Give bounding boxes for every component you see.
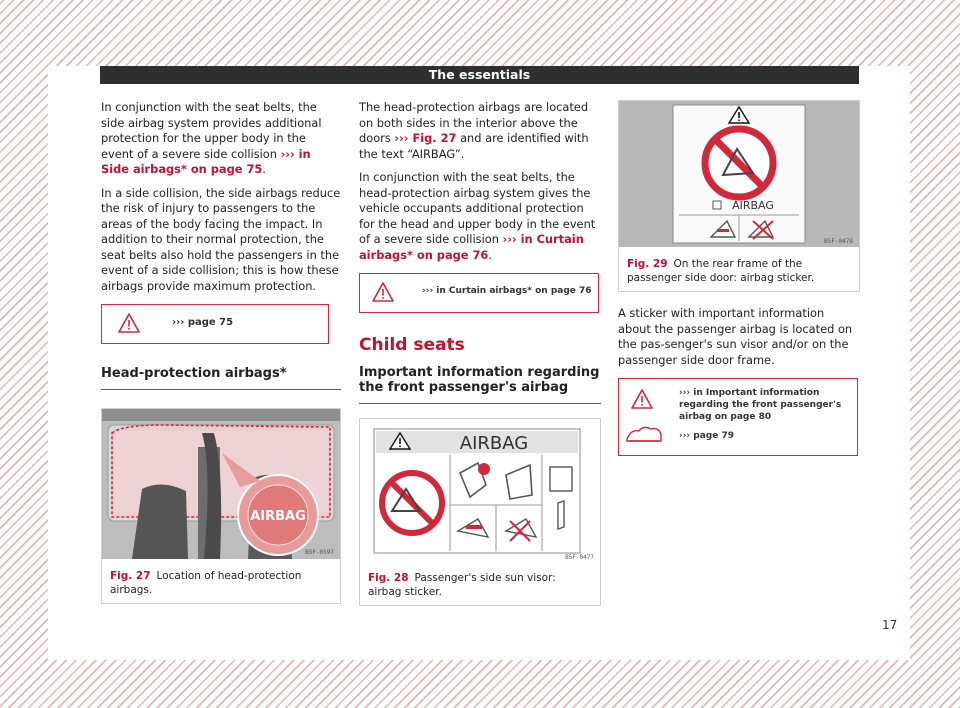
figure-caption: Fig. 27 Location of head-protection airbags. <box>110 570 302 596</box>
figure-number: Fig. 28 <box>368 572 409 584</box>
column-3 <box>618 100 860 456</box>
figure-code: B5F-0597 <box>305 549 334 556</box>
warning-triangle-icon <box>118 313 140 333</box>
figure-caption: Fig. 28 Passenger's side sun visor: airbag sticker. <box>368 572 556 598</box>
paragraph: In conjunction with the seat belts, the head-protection airbag system gives the vehicle occupants additional protection for the head and upper body in the event of a severe side collision ››› in Curtain airbags* on page 76. <box>359 170 596 262</box>
paragraph: In conjunction with the seat belts, the side airbag system provides additional protection for the upper body in the event of a severe side collision ››› in Side airbags* on page 75. <box>101 100 322 176</box>
warning-box <box>101 304 329 344</box>
column-2 <box>359 100 601 606</box>
environment-note-icon <box>625 423 663 445</box>
cross-reference-link[interactable]: ››› in Curtain airbags* on page 76 <box>359 232 584 262</box>
paragraph: In a side collision, the side airbags reduce the risk of injury to passengers to the areas of the body facing the impact. In addition to their normal protection, the seat belts also hold the passengers in the event of a side collision; this is how these airbags provide maximum protection. <box>101 185 341 293</box>
warning-link[interactable]: ››› page 75 <box>172 317 234 328</box>
section-subheading: Important information regarding the front passenger's airbag <box>359 365 601 404</box>
column-1 <box>101 100 341 604</box>
sun-visor-sticker-illustration <box>360 419 600 561</box>
warning-link[interactable]: ››› in Important information regarding the front passenger's airbag on page 80 <box>679 388 842 422</box>
warning-triangle-icon <box>631 389 653 409</box>
sticker-title: AIRBAG <box>459 433 529 454</box>
warning-box <box>359 273 599 313</box>
section-title: Child seats <box>359 335 465 355</box>
paragraph: The head-protection airbags are located on both sides in the interior above the doors ››› Fig. 27 and are identified with the text “AIRBAG”. <box>359 100 589 161</box>
figure-caption: Fig. 29 On the rear frame of the passenger side door: airbag sticker. <box>627 258 815 284</box>
cross-reference-link[interactable]: ››› in Side airbags* on page 75 <box>101 146 311 176</box>
warning-box <box>618 378 858 456</box>
figure-reference-link[interactable]: ››› Fig. 27 <box>394 131 457 145</box>
sticker-title: AIRBAG <box>732 199 774 212</box>
section-heading: Head-protection airbags* <box>101 366 341 390</box>
figure-number: Fig. 29 <box>627 258 668 270</box>
figure-code: B5F-0478 <box>824 238 853 245</box>
paragraph: A sticker with important information about the passenger airbag is located on the pas-senger's sun visor and/or on the passenger side door frame. <box>618 306 853 367</box>
door-frame-sticker-illustration <box>619 101 859 247</box>
warning-triangle-icon <box>372 282 394 302</box>
warning-link[interactable]: ››› page 79 <box>679 431 734 441</box>
figure-code: B5F-0477 <box>565 554 594 561</box>
warning-link[interactable]: ››› in Curtain airbags* on page 76 <box>422 286 592 296</box>
airbag-label: AIRBAG <box>250 509 306 524</box>
figure-27 <box>101 408 341 604</box>
page-number: 17 <box>882 618 898 632</box>
figure-28 <box>359 418 601 606</box>
figure-number: Fig. 27 <box>110 570 151 582</box>
page-header: The essentials <box>100 66 859 84</box>
figure-29 <box>618 100 860 292</box>
car-interior-illustration <box>102 409 340 559</box>
